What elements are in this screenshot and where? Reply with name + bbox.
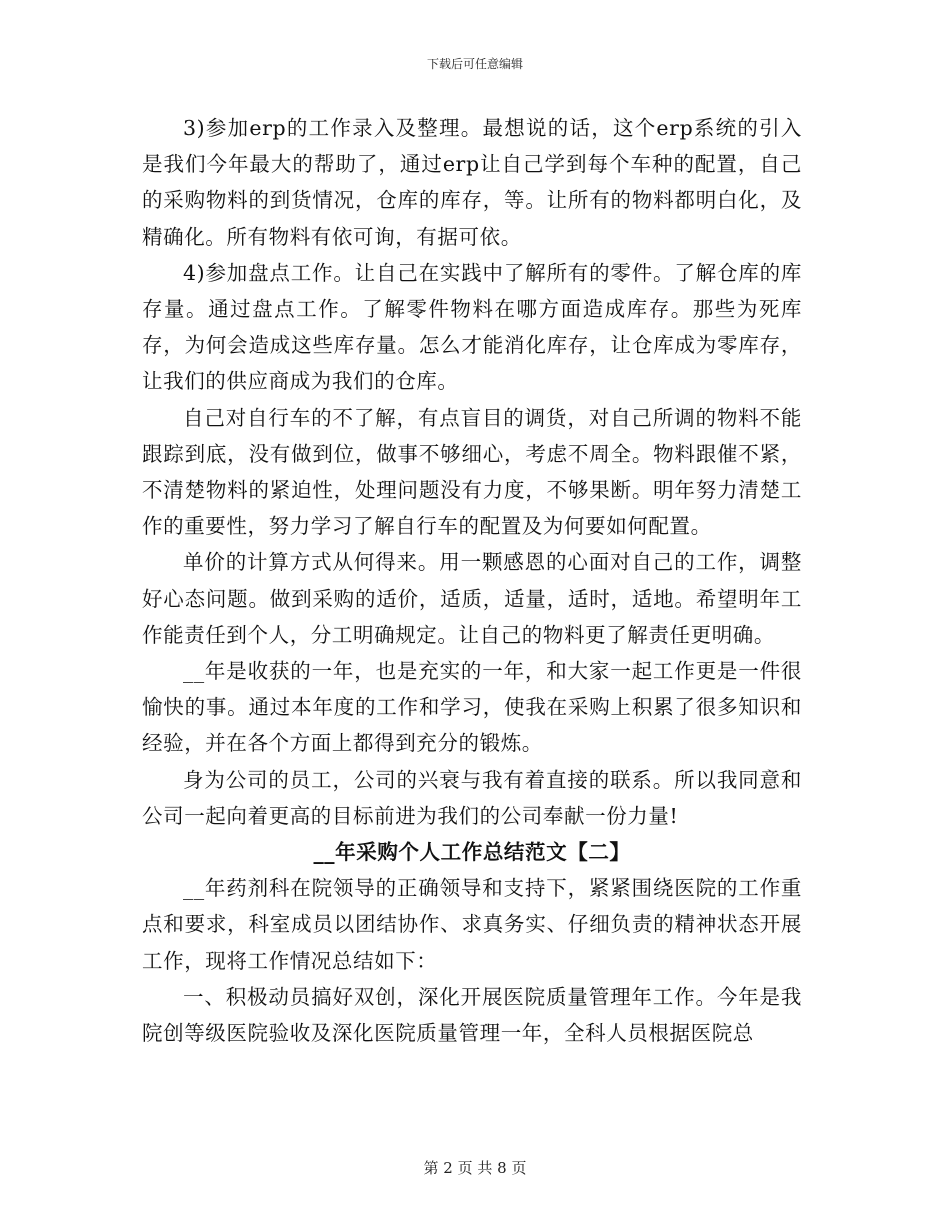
paragraph-quality-management: 一、积极动员搞好双创，深化开展医院质量管理年工作。今年是我院创等级医院验收及深化医院质量管理一年，全科人员根据医院总 [142, 984, 802, 1046]
paragraph-self-review: 自己对自行车的不了解，有点盲目的调货，对自己所调的物料不能跟踪到底，没有做到位，做事不够细心，考虑不周全。物料跟催不紧，不清楚物料的紧迫性，处理问题没有力度，不够果断。明年努力清楚工作的重要性，努力学习了解自行车的配置及为何要如何配置。 [142, 405, 802, 539]
page-header: 下载后可任意编辑 [426, 57, 523, 71]
paragraph-inventory: 4)参加盘点工作。让自己在实践中了解所有的零件。了解仓库的库存量。通过盘点工作。了解零件物料在哪方面造成库存。那些为死库存，为何会造成这些库存量。怎么才能消化库存，让仓库成为零库存，让我们的供应商成为我们的仓库。 [142, 260, 802, 394]
paragraph-harvest-year: __年是收获的一年，也是充实的一年，和大家一起工作更是一件很愉快的事。通过本年度的工作和学习，使我在采购上积累了很多知识和经验，并在各个方面上都得到充分的锻炼。 [142, 659, 802, 756]
document-body [142, 110, 802, 1051]
paragraph-unit-price: 单价的计算方式从何得来。用一颗感恩的心面对自己的工作，调整好心态问题。做到采购的适价，适质，适量，适时，适地。希望明年工作能责任到个人，分工明确规定。让自己的物料更了解责任更明确。 [142, 550, 802, 647]
paragraph-pharmacy-intro: __年药剂科在院领导的正确领导和支持下，紧紧围绕医院的工作重点和要求，科室成员以团结协作、求真务实、仔细负责的精神状态开展工作，现将工作情况总结如下： [142, 876, 802, 973]
paragraph-erp: 3)参加erp的工作录入及整理。最想说的话，这个erp系统的引入是我们今年最大的帮助了，通过erp让自己学到每个车种的配置，自己的采购物料的到货情况，仓库的库存，等。让所有的物料都明白化，及精确化。所有物料有依可询，有据可依。 [142, 116, 802, 249]
paragraph-company: 身为公司的员工，公司的兴衰与我有着直接的联系。所以我同意和公司一起向着更高的目标前进为我们的公司奉献一份力量! [142, 767, 802, 828]
page-number: 第 2 页 共 8 页 [423, 1159, 527, 1177]
section-title: __年采购个人工作总结范文【二】 [313, 840, 631, 865]
